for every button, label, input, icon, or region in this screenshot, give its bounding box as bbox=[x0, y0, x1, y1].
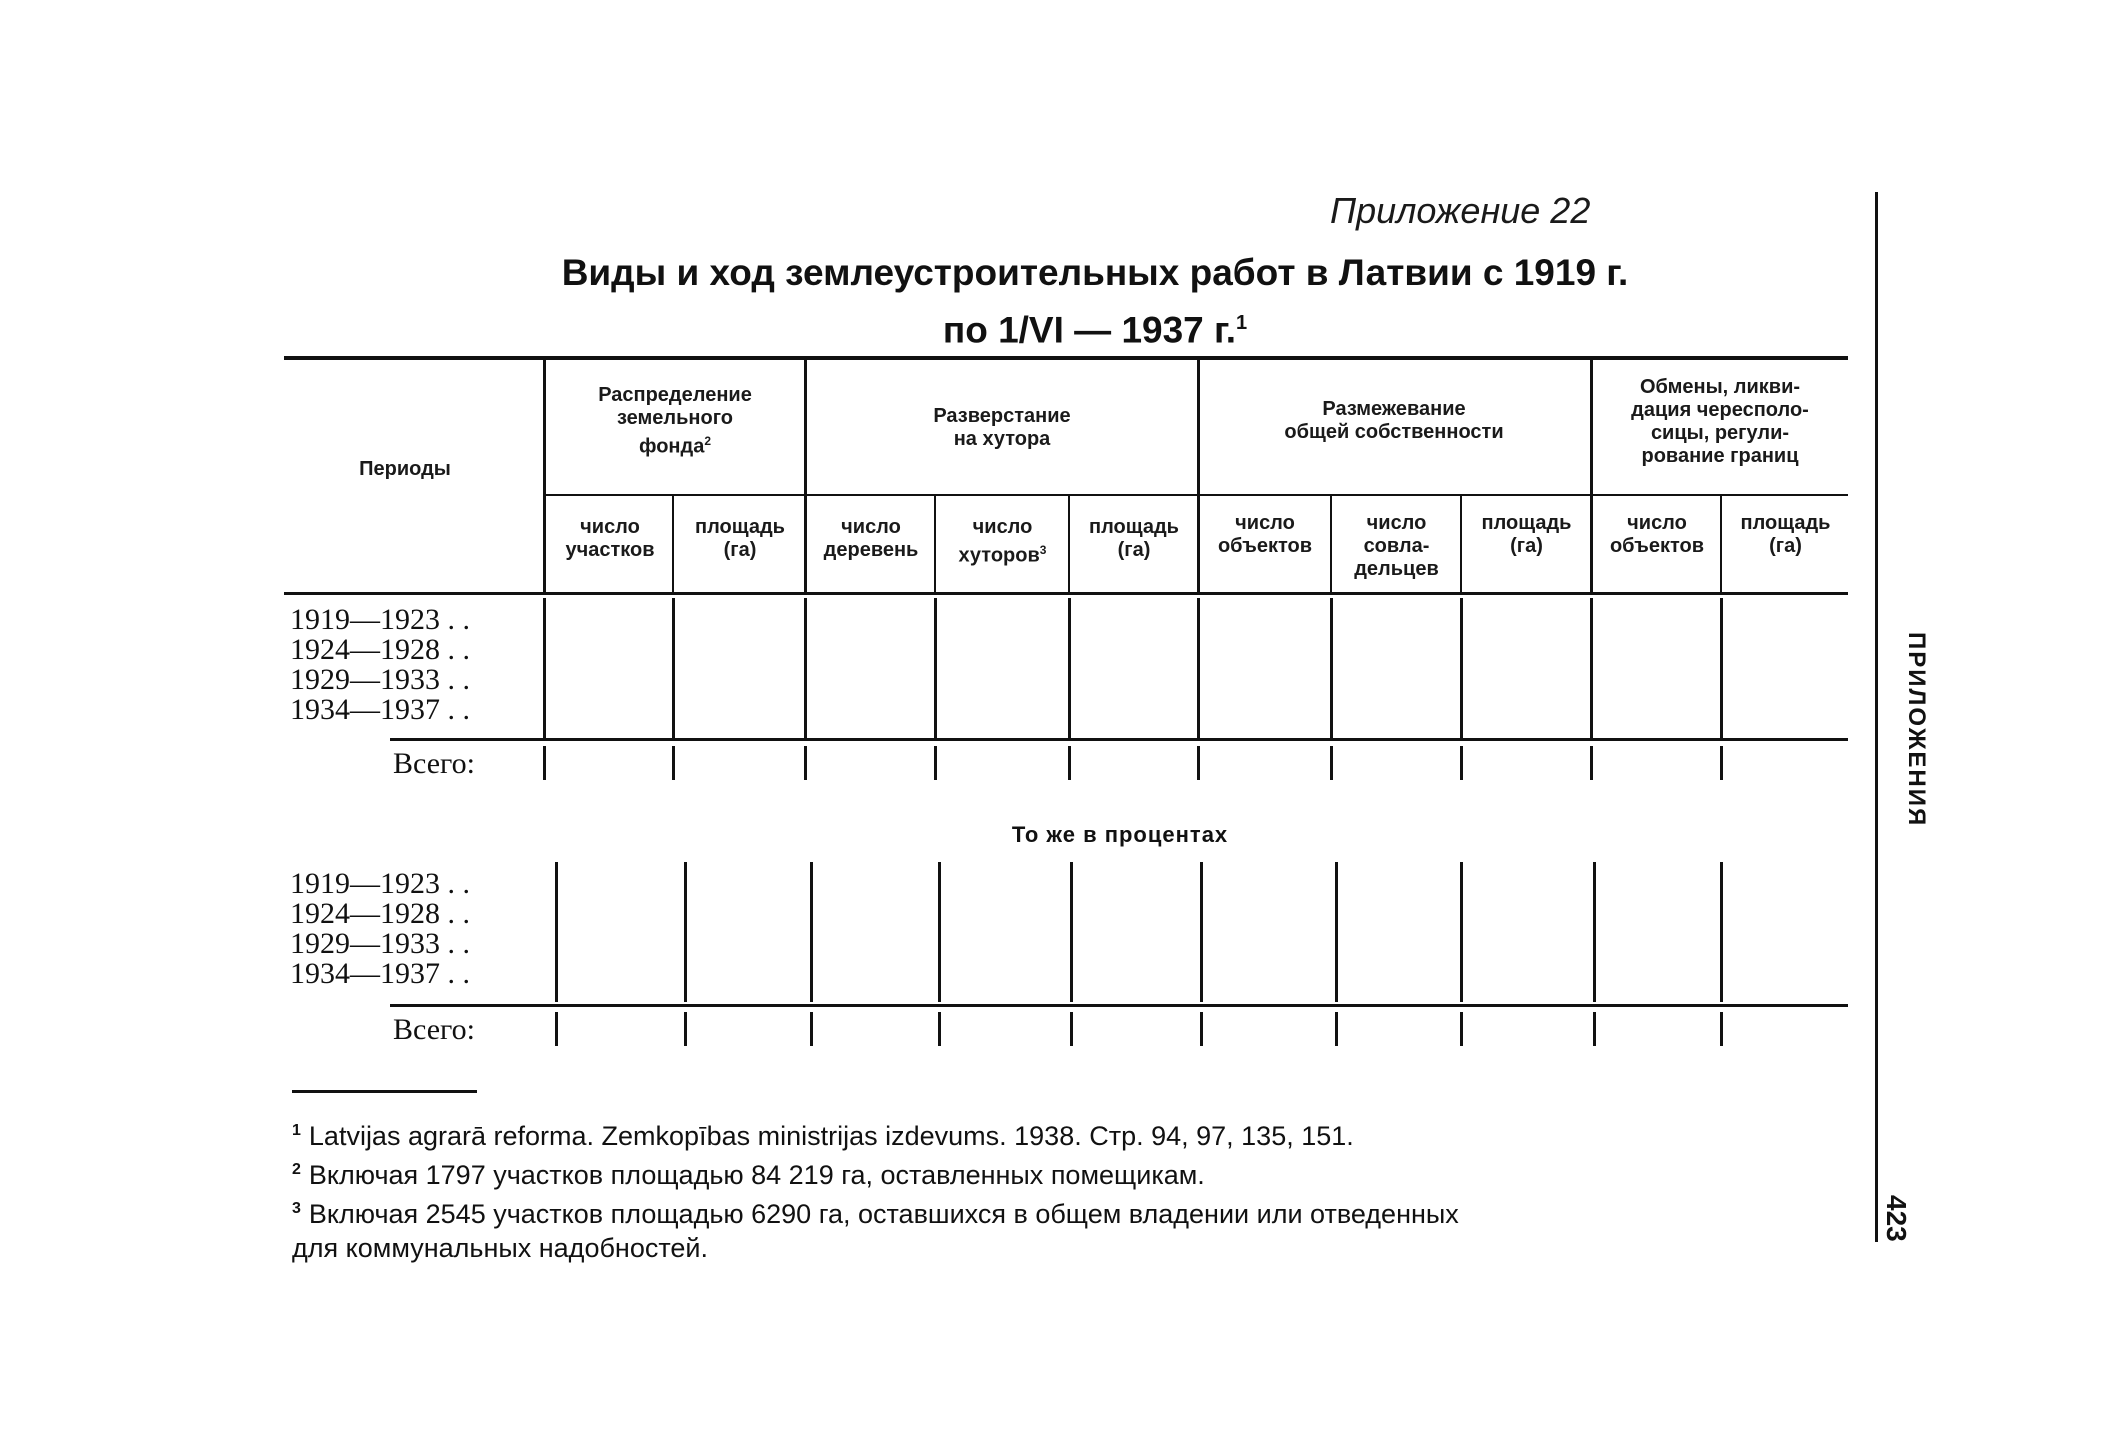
header-divider bbox=[672, 496, 674, 592]
total-divider bbox=[1460, 1012, 1463, 1046]
total-divider bbox=[1593, 1012, 1596, 1046]
period-label: 1934—1937 . . bbox=[290, 957, 470, 990]
footnote-3-continuation: для коммунальных надобностей. bbox=[292, 1233, 709, 1263]
absolute-total-rule bbox=[390, 738, 1848, 741]
page-number: 423 bbox=[1881, 1195, 1912, 1242]
total-divider bbox=[1068, 746, 1071, 780]
total-divider bbox=[1460, 746, 1463, 780]
total-divider bbox=[1720, 746, 1723, 780]
subheader-plot-count: число участков bbox=[565, 516, 655, 561]
footnote-2: $^2$ Включая 1797 участков площадью 84 219 га, оставленных помещикам. bbox=[292, 1160, 1205, 1190]
body-divider bbox=[1460, 598, 1463, 738]
body-divider bbox=[1335, 862, 1338, 1002]
header-group-land-fund: Распределение земельного фонда$^2$ bbox=[598, 384, 752, 458]
footnotes bbox=[292, 1114, 1632, 1265]
header-bottom-rule bbox=[284, 592, 1848, 595]
body-divider bbox=[810, 862, 813, 1002]
footnote-rule bbox=[292, 1090, 477, 1093]
total-divider bbox=[684, 1012, 687, 1046]
total-divider bbox=[1070, 1012, 1073, 1046]
total-divider bbox=[1335, 1012, 1338, 1046]
subheader-farmstead-count: число хуторов$^3$ bbox=[958, 516, 1047, 567]
total-divider bbox=[1197, 746, 1200, 780]
total-divider bbox=[934, 746, 937, 780]
period-label: 1919—1923 . . bbox=[290, 867, 470, 900]
header-divider bbox=[1460, 496, 1462, 592]
total-divider bbox=[810, 1012, 813, 1046]
total-label: Всего: bbox=[393, 1013, 475, 1046]
body-divider bbox=[1720, 862, 1723, 1002]
total-divider bbox=[1330, 746, 1333, 780]
total-divider bbox=[804, 746, 807, 780]
body-divider bbox=[934, 598, 937, 738]
title-footnote-mark: 1 bbox=[1236, 312, 1248, 334]
header-divider bbox=[1720, 496, 1722, 592]
header-periods: Периоды bbox=[359, 458, 451, 480]
period-label: 1924—1928 . . bbox=[290, 897, 470, 930]
total-divider bbox=[1200, 1012, 1203, 1046]
appendix-label: Приложение 22 bbox=[1330, 190, 1591, 231]
header-divider bbox=[934, 496, 936, 592]
body-divider bbox=[1720, 598, 1723, 738]
header-divider bbox=[1068, 496, 1070, 592]
header-divider bbox=[1590, 360, 1593, 592]
total-divider bbox=[543, 746, 546, 780]
body-divider bbox=[804, 598, 807, 738]
period-label: 1919—1923 . . bbox=[290, 603, 470, 636]
margin-rule bbox=[1875, 192, 1878, 1242]
title-line-1: Виды и ход землеустроительных работ в Латвии с 1919 г. bbox=[561, 252, 1629, 293]
header-divider bbox=[804, 360, 807, 592]
body-divider bbox=[1330, 598, 1333, 738]
period-label: 1929—1933 . . bbox=[290, 663, 470, 696]
subheader-exchange-object-count: число объектов bbox=[1609, 512, 1705, 557]
total-divider bbox=[938, 1012, 941, 1046]
body-divider bbox=[1068, 598, 1071, 738]
header-group-farmsteads: Разверстание на хутора bbox=[933, 405, 1071, 450]
body-divider bbox=[672, 598, 675, 738]
subheader-object-count: число объектов bbox=[1217, 512, 1313, 557]
body-divider bbox=[1593, 862, 1596, 1002]
percent-total-rule bbox=[390, 1004, 1848, 1007]
subheader-land-area: площадь (га) bbox=[695, 516, 785, 561]
body-divider bbox=[1200, 862, 1203, 1002]
period-label: 1934—1937 . . bbox=[290, 693, 470, 726]
percent-section-title: То же в процентах bbox=[1011, 822, 1229, 847]
body-divider bbox=[1460, 862, 1463, 1002]
body-divider bbox=[1070, 862, 1073, 1002]
total-divider bbox=[555, 1012, 558, 1046]
period-label: 1924—1928 . . bbox=[290, 633, 470, 666]
subheader-common-area: площадь (га) bbox=[1481, 512, 1572, 557]
header-group-exchanges: Обмены, ликви- дация чересполо- сицы, регули- рование границ bbox=[1631, 376, 1809, 467]
body-divider bbox=[1197, 598, 1200, 738]
running-head: ПРИЛОЖЕНИЯ bbox=[1903, 632, 1930, 828]
body-divider bbox=[1590, 598, 1593, 738]
total-divider bbox=[1720, 1012, 1723, 1046]
header-divider bbox=[1330, 496, 1332, 592]
footnote-3: $^3$ Включая 2545 участков площадью 6290 га, оставшихся в общем владении или отведенных bbox=[292, 1199, 1459, 1229]
body-divider bbox=[938, 862, 941, 1002]
period-label: 1929—1933 . . bbox=[290, 927, 470, 960]
total-divider bbox=[1590, 746, 1593, 780]
body-divider bbox=[543, 598, 546, 738]
table-title bbox=[540, 248, 1650, 355]
subheader-co-owner-count: число совла- дельцев bbox=[1354, 512, 1439, 580]
body-divider bbox=[684, 862, 687, 1002]
header-group-common-property: Размежевание общей собственности bbox=[1284, 398, 1504, 443]
title-line-2: по 1/VI — 1937 г.$^1$ bbox=[942, 309, 1248, 351]
total-divider bbox=[672, 746, 675, 780]
total-label: Всего: bbox=[393, 747, 475, 780]
header-divider bbox=[543, 360, 546, 592]
subheader-exchange-area: площадь (га) bbox=[1740, 512, 1831, 557]
footnote-1: $^1$ Latvijas agrarā reforma. Zemkopības ministrijas izdevums. 1938. Стр. 94, 97, 135, 151. bbox=[292, 1121, 1354, 1151]
subheader-farmstead-area: площадь (га) bbox=[1089, 516, 1179, 561]
body-divider bbox=[555, 862, 558, 1002]
subheader-village-count: число деревень bbox=[823, 516, 919, 561]
table-top-rule bbox=[284, 356, 1848, 360]
